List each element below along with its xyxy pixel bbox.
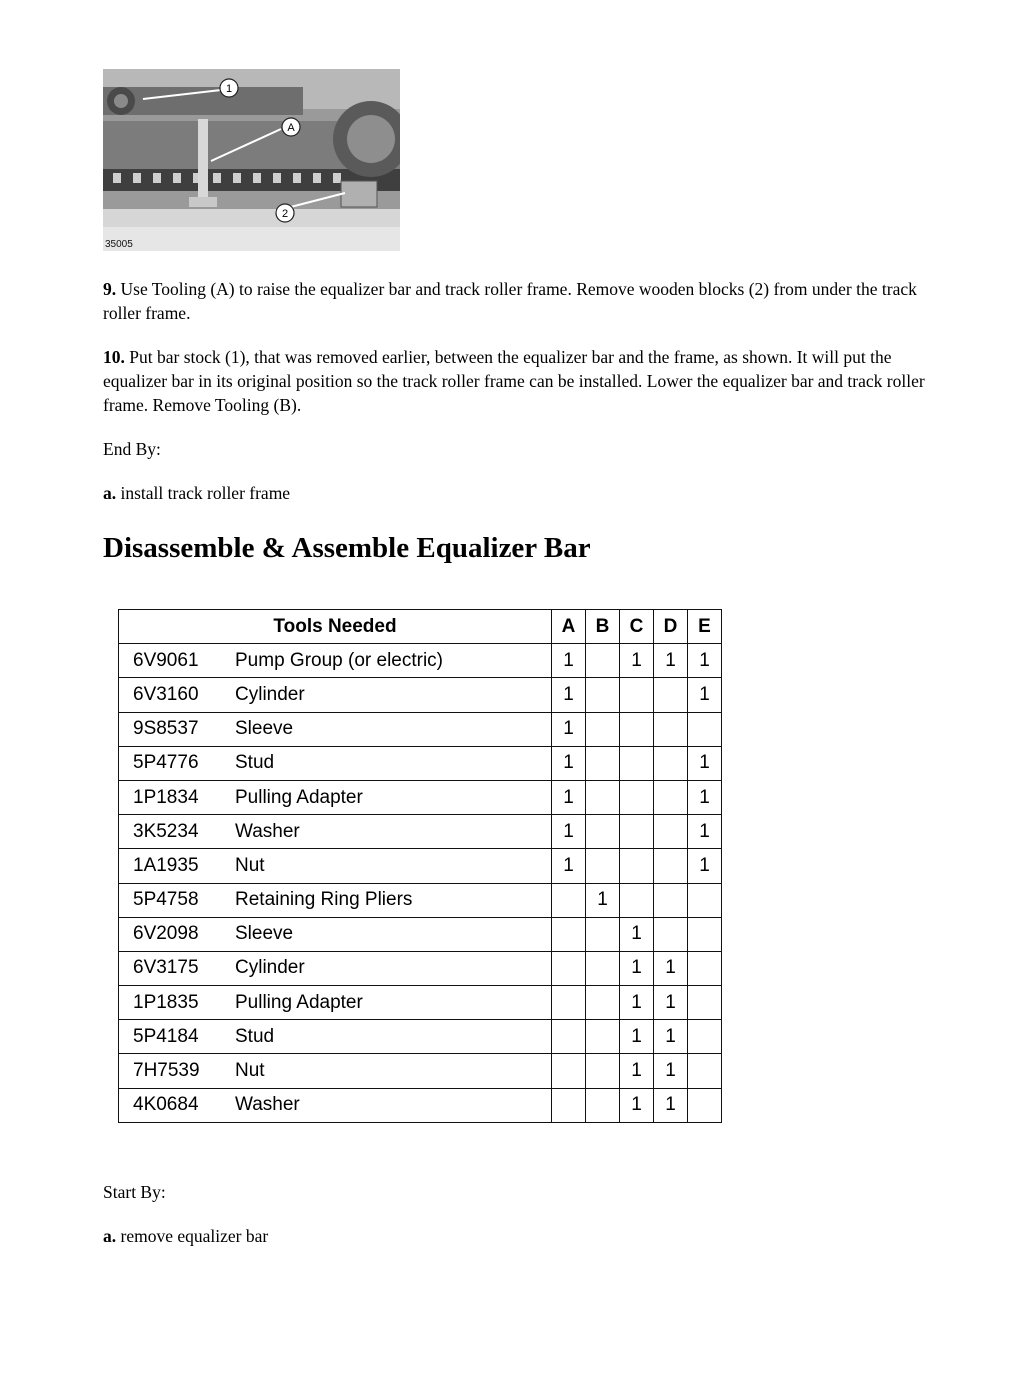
- description-cell: Pulling Adapter: [235, 780, 552, 814]
- qty-e-cell: [688, 986, 722, 1020]
- qty-b-cell: [586, 951, 620, 985]
- qty-c-cell: 1: [620, 1054, 654, 1088]
- qty-c-cell: [620, 849, 654, 883]
- part-number-cell: 6V3175: [119, 951, 236, 985]
- table-row: [119, 849, 722, 883]
- qty-e-cell: 1: [688, 815, 722, 849]
- qty-b-cell: [586, 849, 620, 883]
- end-by-item-text: install track roller frame: [120, 483, 291, 503]
- table-row: [119, 644, 722, 678]
- header-col-e: E: [688, 610, 722, 644]
- description-cell: Retaining Ring Pliers: [235, 883, 552, 917]
- qty-b-cell: [586, 678, 620, 712]
- qty-c-cell: [620, 780, 654, 814]
- step-10-text: Put bar stock (1), that was removed earlier, between the equalizer bar and the frame, as shown. It will put the equalizer bar in its original position so the track roller frame can be installed. Lower the equalizer bar and track roller frame. Remove Tooling (B).: [103, 347, 925, 415]
- part-number-cell: 1P1835: [119, 986, 236, 1020]
- qty-b-cell: [586, 986, 620, 1020]
- callout-2: 2: [281, 208, 289, 220]
- qty-a-cell: [552, 1054, 586, 1088]
- qty-b-cell: [586, 644, 620, 678]
- part-number-cell: 1P1834: [119, 780, 236, 814]
- qty-c-cell: 1: [620, 1020, 654, 1054]
- header-col-d: D: [654, 610, 688, 644]
- description-cell: Sleeve: [235, 712, 552, 746]
- table-row: [119, 951, 722, 985]
- table-row: [119, 917, 722, 951]
- qty-a-cell: 1: [552, 815, 586, 849]
- part-number-cell: 4K0684: [119, 1088, 236, 1122]
- qty-b-cell: [586, 1020, 620, 1054]
- start-by-item-text: remove equalizer bar: [120, 1226, 269, 1246]
- table-row: [119, 1054, 722, 1088]
- part-number-cell: 6V9061: [119, 644, 236, 678]
- qty-a-cell: 1: [552, 746, 586, 780]
- qty-b-cell: [586, 815, 620, 849]
- table-header-row: [119, 610, 722, 644]
- header-col-b: B: [586, 610, 620, 644]
- qty-d-cell: [654, 712, 688, 746]
- qty-b-cell: [586, 917, 620, 951]
- qty-c-cell: [620, 883, 654, 917]
- qty-d-cell: [654, 883, 688, 917]
- part-number-cell: 5P4184: [119, 1020, 236, 1054]
- qty-d-cell: 1: [654, 644, 688, 678]
- qty-e-cell: [688, 951, 722, 985]
- qty-d-cell: [654, 678, 688, 712]
- qty-e-cell: 1: [688, 678, 722, 712]
- qty-e-cell: 1: [688, 746, 722, 780]
- qty-c-cell: 1: [620, 951, 654, 985]
- qty-e-cell: 1: [688, 849, 722, 883]
- qty-b-cell: [586, 1088, 620, 1122]
- description-cell: Nut: [235, 1054, 552, 1088]
- table-row: [119, 746, 722, 780]
- description-cell: Washer: [235, 815, 552, 849]
- table-row: [119, 815, 722, 849]
- qty-c-cell: 1: [620, 917, 654, 951]
- qty-e-cell: [688, 917, 722, 951]
- qty-c-cell: [620, 712, 654, 746]
- part-number-cell: 9S8537: [119, 712, 236, 746]
- qty-d-cell: 1: [654, 986, 688, 1020]
- description-cell: Stud: [235, 1020, 552, 1054]
- qty-e-cell: [688, 1020, 722, 1054]
- qty-b-cell: [586, 746, 620, 780]
- callout-a: A: [287, 122, 295, 134]
- header-col-c: C: [620, 610, 654, 644]
- qty-e-cell: [688, 712, 722, 746]
- description-cell: Cylinder: [235, 951, 552, 985]
- step-9-text: Use Tooling (A) to raise the equalizer bar and track roller frame. Remove wooden blocks (2) from under the track roller frame.: [103, 279, 917, 323]
- qty-e-cell: 1: [688, 644, 722, 678]
- part-number-cell: 3K5234: [119, 815, 236, 849]
- header-tools-needed: Tools Needed: [119, 610, 552, 644]
- part-number-cell: 7H7539: [119, 1054, 236, 1088]
- qty-d-cell: [654, 917, 688, 951]
- qty-d-cell: [654, 849, 688, 883]
- part-number-cell: 6V3160: [119, 678, 236, 712]
- description-cell: Washer: [235, 1088, 552, 1122]
- table-row: [119, 883, 722, 917]
- step-10-number: 10.: [103, 347, 125, 367]
- qty-a-cell: [552, 917, 586, 951]
- tools-table-body: [119, 644, 722, 1123]
- qty-c-cell: [620, 815, 654, 849]
- start-by-item-letter: a.: [103, 1226, 117, 1246]
- step-10: [103, 345, 933, 417]
- qty-c-cell: 1: [620, 1088, 654, 1122]
- qty-c-cell: 1: [620, 644, 654, 678]
- table-row: [119, 1088, 722, 1122]
- end-by-item: [103, 481, 933, 505]
- qty-d-cell: [654, 746, 688, 780]
- start-by-item: [103, 1224, 933, 1248]
- qty-d-cell: [654, 780, 688, 814]
- step-9-number: 9.: [103, 279, 117, 299]
- qty-a-cell: 1: [552, 849, 586, 883]
- qty-d-cell: 1: [654, 1020, 688, 1054]
- qty-e-cell: 1: [688, 780, 722, 814]
- table-row: [119, 678, 722, 712]
- description-cell: Pump Group (or electric): [235, 644, 552, 678]
- part-number-cell: 6V2098: [119, 917, 236, 951]
- part-number-cell: 1A1935: [119, 849, 236, 883]
- part-number-cell: 5P4776: [119, 746, 236, 780]
- tools-needed-table: [118, 609, 722, 1123]
- qty-a-cell: [552, 986, 586, 1020]
- description-cell: Stud: [235, 746, 552, 780]
- qty-a-cell: [552, 883, 586, 917]
- description-cell: Sleeve: [235, 917, 552, 951]
- qty-a-cell: 1: [552, 712, 586, 746]
- step-9: [103, 277, 933, 325]
- qty-c-cell: 1: [620, 986, 654, 1020]
- qty-b-cell: [586, 712, 620, 746]
- qty-a-cell: 1: [552, 780, 586, 814]
- description-cell: Nut: [235, 849, 552, 883]
- end-by-item-letter: a.: [103, 483, 117, 503]
- qty-a-cell: [552, 1020, 586, 1054]
- figure-id: 35005: [105, 239, 133, 250]
- qty-d-cell: 1: [654, 1054, 688, 1088]
- table-row: [119, 780, 722, 814]
- qty-b-cell: [586, 1054, 620, 1088]
- qty-a-cell: [552, 1088, 586, 1122]
- qty-d-cell: [654, 815, 688, 849]
- qty-a-cell: 1: [552, 644, 586, 678]
- qty-e-cell: [688, 1088, 722, 1122]
- qty-d-cell: 1: [654, 951, 688, 985]
- end-by-label: End By:: [103, 439, 161, 459]
- equalizer-bar-photo: [103, 69, 400, 251]
- qty-e-cell: [688, 883, 722, 917]
- qty-b-cell: [586, 780, 620, 814]
- callout-1: 1: [225, 83, 233, 95]
- qty-e-cell: [688, 1054, 722, 1088]
- table-row: [119, 986, 722, 1020]
- description-cell: Pulling Adapter: [235, 986, 552, 1020]
- qty-b-cell: 1: [586, 883, 620, 917]
- table-row: [119, 1020, 722, 1054]
- qty-c-cell: [620, 678, 654, 712]
- qty-d-cell: 1: [654, 1088, 688, 1122]
- header-col-a: A: [552, 610, 586, 644]
- qty-c-cell: [620, 746, 654, 780]
- section-title: Disassemble & Assemble Equalizer Bar: [103, 532, 591, 564]
- part-number-cell: 5P4758: [119, 883, 236, 917]
- table-row: [119, 712, 722, 746]
- start-by-label: Start By:: [103, 1182, 166, 1202]
- qty-a-cell: [552, 951, 586, 985]
- description-cell: Cylinder: [235, 678, 552, 712]
- qty-a-cell: 1: [552, 678, 586, 712]
